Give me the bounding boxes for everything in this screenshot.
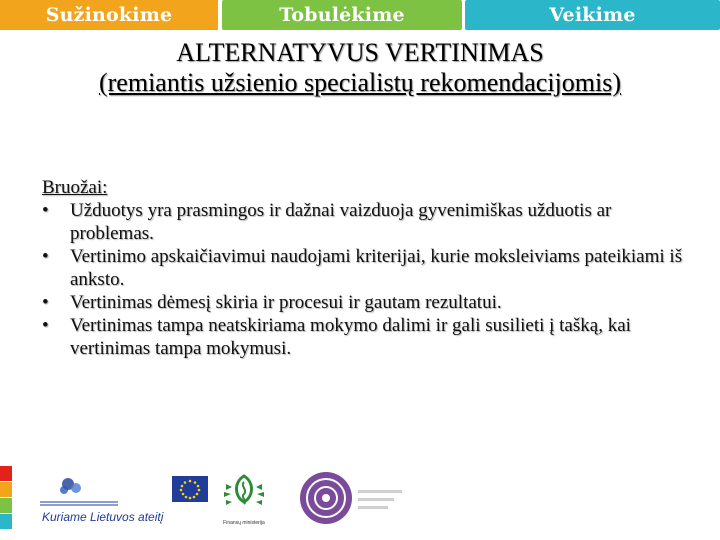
- tab-label: Veikime: [549, 4, 636, 26]
- tab-suzinokime[interactable]: [0, 0, 218, 30]
- color-bar-orange: [0, 482, 12, 497]
- bullet-icon: •: [42, 292, 49, 313]
- list-item: [42, 199, 692, 245]
- top-navigation: [0, 0, 720, 30]
- tab-label: Sužinokime: [45, 4, 173, 26]
- list-item-text: Vertinimas dėmesį skiria ir procesui ir gautam rezultatui.: [70, 292, 502, 313]
- slide-content: [42, 176, 692, 360]
- bullet-icon: •: [42, 246, 49, 267]
- ministry-logo: [204, 470, 284, 528]
- list-item-text: Vertinimo apskaičiavimui naudojami kriterijai, kurie moksleiviams pateikiami iš anksto.: [70, 246, 683, 290]
- list-item: [42, 245, 692, 291]
- list-item: [42, 314, 692, 360]
- tab-veikime[interactable]: [465, 0, 720, 30]
- list-item-text: Vertinimas tampa neatskiriama mokymo dalimi ir gali susilieti į tašką, kai vertinimas tampa mokymusi.: [70, 315, 631, 359]
- ministry-logo-graphic: [204, 470, 284, 528]
- bullet-icon: •: [42, 200, 49, 221]
- list-item-text: Užduotys yra prasmingos ir dažnai vaizduoja gyvenimiškas užduotis ar problemas.: [70, 200, 612, 244]
- eu-funds-logo: [38, 470, 178, 528]
- list-item: [42, 291, 692, 314]
- udc-logo-graphic: [296, 470, 416, 528]
- bullet-list: [42, 199, 692, 360]
- bullet-icon: •: [42, 315, 49, 336]
- title-line-1: ALTERNATYVUS VERTINIMAS: [176, 38, 544, 67]
- tab-label: Tobulėkime: [279, 4, 405, 26]
- color-bar-green: [0, 498, 12, 513]
- udc-logo: [296, 470, 416, 528]
- section-heading: Bruožai:: [42, 177, 108, 198]
- eu-slogan: Kuriame Lietuvos ateitį: [42, 510, 164, 524]
- tab-tobulekime[interactable]: [222, 0, 462, 30]
- logo-strip: [38, 470, 418, 530]
- color-bar-decoration: [0, 466, 12, 528]
- title-line-2: (remiantis užsienio specialistų rekomendacijomis): [98, 68, 622, 97]
- color-bar-teal: [0, 514, 12, 529]
- color-bar-red: [0, 466, 12, 481]
- eu-flag-icon: [172, 476, 208, 502]
- slide-title: [0, 38, 720, 98]
- ministry-name: Finansų ministerija: [223, 520, 265, 526]
